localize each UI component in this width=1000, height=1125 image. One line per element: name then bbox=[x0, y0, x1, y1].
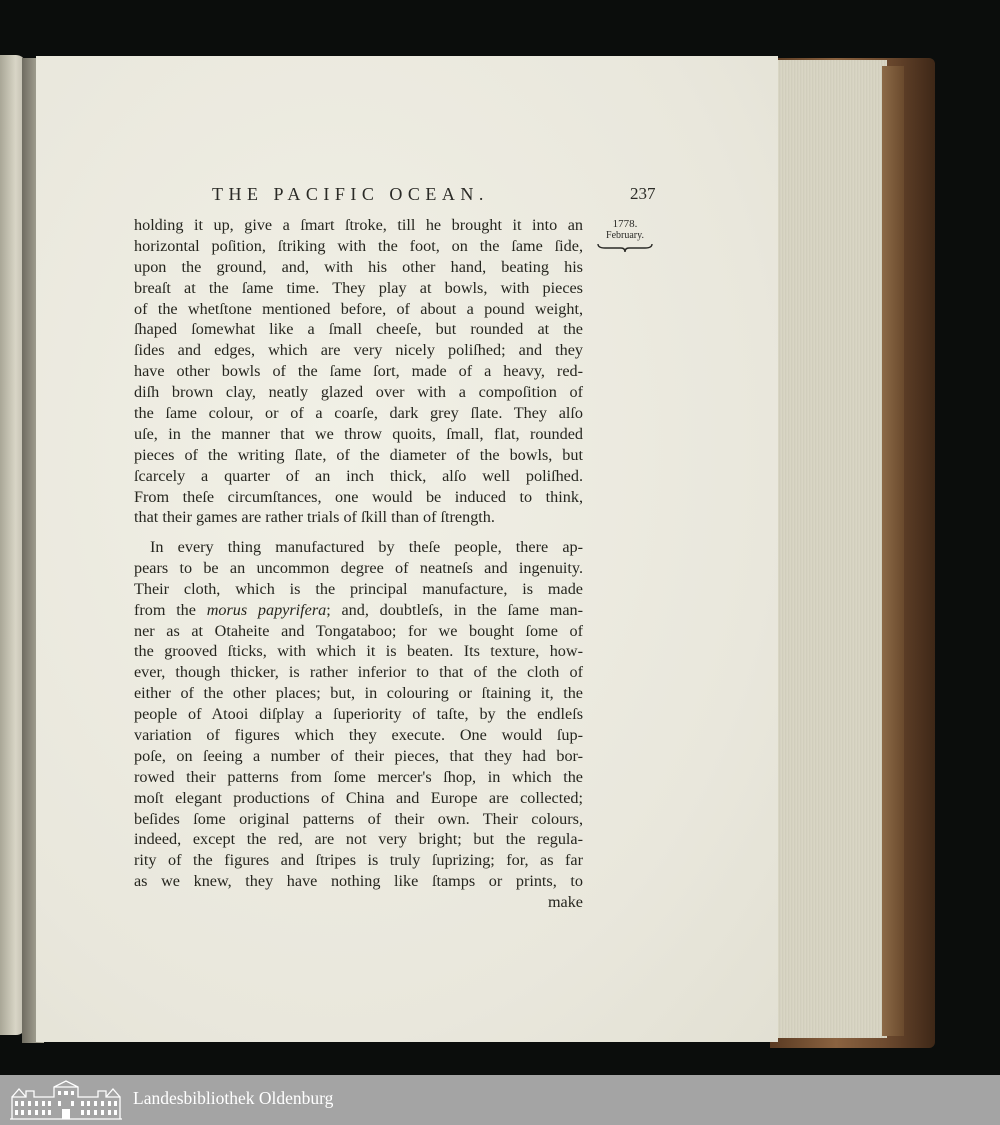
text-line: of the whetſtone mentioned before, of about a pound weight, bbox=[134, 299, 583, 318]
cover-edge bbox=[882, 66, 904, 1036]
text-segment: from the bbox=[134, 600, 207, 619]
text-line: the grooved ſticks, with which it is beaten. Its texture, how- bbox=[134, 642, 583, 661]
page-number: 237 bbox=[630, 184, 656, 203]
text-segment: ; and, doubtleſs, in the ſame man- bbox=[326, 600, 583, 619]
text-line: ſides and edges, which are very nicely poliſhed; and they bbox=[134, 341, 583, 360]
text-line: moſt elegant productions of China and Europe are collected; bbox=[134, 788, 583, 807]
text-line: ner as at Otaheite and Tongataboo; for we bought ſome of bbox=[134, 621, 583, 640]
library-building-logo-icon bbox=[8, 1079, 124, 1121]
text-line: people of Atooi diſplay a ſuperiority of taſte, by the endleſs bbox=[134, 705, 583, 724]
text-line: indeed, except the red, are not very bright; but the regula- bbox=[134, 830, 583, 849]
text-line: rowed their patterns from ſome mercer's ſhop, in which the bbox=[134, 767, 583, 786]
text-line-with-italic bbox=[134, 600, 583, 621]
text-line: that their games are rather trials of ſkill than of ſtrength. bbox=[134, 508, 495, 527]
margin-note-month: February. bbox=[606, 230, 644, 241]
paragraph-1 bbox=[134, 215, 583, 528]
text-line: In every thing manufactured by theſe people, there ap- bbox=[150, 537, 583, 556]
text-line: horizontal poſition, ſtriking with the foot, on the ſame ſide, bbox=[134, 236, 583, 255]
latin-term: morus papyrifera bbox=[206, 600, 327, 619]
text-line: either of the other places; but, in colouring or ſtaining it, the bbox=[134, 684, 583, 703]
text-line: ſhaped ſomewhat like a ſmall cheeſe, but rounded at the bbox=[134, 320, 583, 339]
running-head: THE PACIFIC OCEAN. bbox=[212, 184, 489, 204]
page-edges bbox=[772, 60, 887, 1038]
text-line: ſcarcely a quarter of an inch thick, alſo well poliſhed. bbox=[134, 466, 583, 485]
catchword: make bbox=[547, 893, 583, 912]
text-line: as we knew, they have nothing like ſtamps or prints, to bbox=[134, 872, 583, 891]
text-line: From theſe circumſtances, one would be induced to think, bbox=[134, 487, 583, 506]
text-line: holding it up, give a ſmart ſtroke, till he brought it into an bbox=[134, 216, 583, 234]
text-line: pears to be an uncommon degree of neatneſs and ingenuity. bbox=[134, 558, 583, 577]
text-line: rity of the figures and ſtripes is truly ſuprizing; for, as far bbox=[134, 851, 583, 870]
text-line: the ſame colour, or of a coarſe, dark grey ſlate. They alſo bbox=[134, 404, 583, 423]
text-line: beſides ſome original patterns of their own. Their colours, bbox=[134, 809, 583, 828]
text-line: upon the ground, and, with his other hand, beating his bbox=[134, 257, 583, 276]
body-text bbox=[134, 215, 583, 913]
text-line: have other bowls of the ſame ſort, made of a heavy, red- bbox=[134, 362, 583, 381]
text-line: diſh brown clay, neatly glazed over with a compoſition of bbox=[134, 383, 583, 402]
margin-note-year: 1778. bbox=[612, 218, 638, 230]
text-line: pieces of the writing ſlate, of the diameter of the bowls, but bbox=[134, 445, 583, 464]
brace-icon bbox=[597, 243, 653, 253]
text-line: uſe, in the manner that we throw quoits, ſmall, flat, rounded bbox=[134, 424, 583, 443]
footer-bar bbox=[0, 1075, 1000, 1125]
text-line: ever, though thicker, is rather inferior to that of the cloth of bbox=[134, 663, 583, 682]
text-line: poſe, on ſeeing a number of their pieces, that they had bor- bbox=[134, 746, 583, 765]
text-line: Their cloth, which is the principal manufacture, is made bbox=[134, 579, 583, 598]
text-line: breaſt at the ſame time. They play at bowls, with pieces bbox=[134, 278, 583, 297]
margin-note bbox=[594, 219, 656, 253]
text-line: variation of figures which they execute. One would ſup- bbox=[134, 725, 583, 744]
paragraph-2 bbox=[134, 537, 583, 892]
library-name: Landesbibliothek Oldenburg bbox=[133, 1088, 334, 1108]
